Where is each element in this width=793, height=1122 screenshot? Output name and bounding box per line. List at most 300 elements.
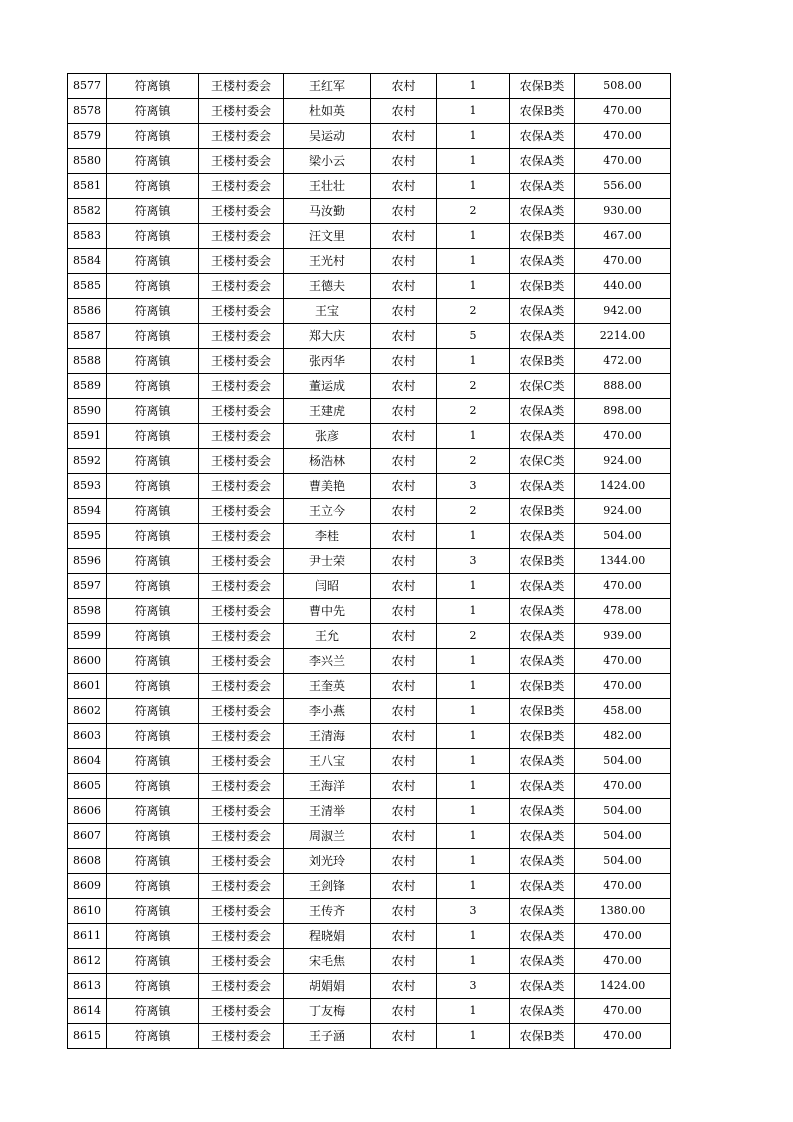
row-id-cell: 8601 [68, 674, 107, 699]
insurance-category-cell: 农保A类 [510, 474, 575, 499]
village-committee-cell: 王楼村委会 [199, 74, 284, 99]
insurance-category-cell: 农保A类 [510, 249, 575, 274]
name-cell: 李小燕 [284, 699, 371, 724]
amount-cell: 504.00 [575, 799, 671, 824]
village-committee-cell: 王楼村委会 [199, 824, 284, 849]
row-id-cell: 8593 [68, 474, 107, 499]
row-id-cell: 8602 [68, 699, 107, 724]
village-committee-cell: 王楼村委会 [199, 174, 284, 199]
town-cell: 符离镇 [107, 74, 199, 99]
town-cell: 符离镇 [107, 874, 199, 899]
household-count-cell: 1 [437, 824, 510, 849]
area-type-cell: 农村 [371, 174, 437, 199]
town-cell: 符离镇 [107, 399, 199, 424]
town-cell: 符离镇 [107, 174, 199, 199]
household-count-cell: 1 [437, 174, 510, 199]
name-cell: 周淑兰 [284, 824, 371, 849]
town-cell: 符离镇 [107, 699, 199, 724]
amount-cell: 924.00 [575, 449, 671, 474]
area-type-cell: 农村 [371, 999, 437, 1024]
name-cell: 郑大庆 [284, 324, 371, 349]
name-cell: 曹中先 [284, 599, 371, 624]
name-cell: 王子涵 [284, 1024, 371, 1049]
table-row [68, 949, 671, 974]
row-id-cell: 8586 [68, 299, 107, 324]
name-cell: 吴运动 [284, 124, 371, 149]
name-cell: 马汝勤 [284, 199, 371, 224]
row-id-cell: 8582 [68, 199, 107, 224]
name-cell: 王奎英 [284, 674, 371, 699]
town-cell: 符离镇 [107, 1024, 199, 1049]
table-row [68, 724, 671, 749]
insurance-category-cell: 农保A类 [510, 524, 575, 549]
household-count-cell: 3 [437, 474, 510, 499]
household-count-cell: 2 [437, 499, 510, 524]
village-committee-cell: 王楼村委会 [199, 524, 284, 549]
town-cell: 符离镇 [107, 824, 199, 849]
row-id-cell: 8583 [68, 224, 107, 249]
household-count-cell: 1 [437, 99, 510, 124]
town-cell: 符离镇 [107, 499, 199, 524]
table-row [68, 924, 671, 949]
amount-cell: 440.00 [575, 274, 671, 299]
row-id-cell: 8599 [68, 624, 107, 649]
town-cell: 符离镇 [107, 124, 199, 149]
household-count-cell: 1 [437, 999, 510, 1024]
town-cell: 符离镇 [107, 199, 199, 224]
table-row [68, 774, 671, 799]
area-type-cell: 农村 [371, 949, 437, 974]
household-count-cell: 1 [437, 574, 510, 599]
household-count-cell: 1 [437, 849, 510, 874]
household-count-cell: 1 [437, 724, 510, 749]
table-row [68, 424, 671, 449]
row-id-cell: 8615 [68, 1024, 107, 1049]
row-id-cell: 8614 [68, 999, 107, 1024]
town-cell: 符离镇 [107, 899, 199, 924]
area-type-cell: 农村 [371, 199, 437, 224]
town-cell: 符离镇 [107, 749, 199, 774]
amount-cell: 1424.00 [575, 474, 671, 499]
town-cell: 符离镇 [107, 799, 199, 824]
amount-cell: 470.00 [575, 149, 671, 174]
table-row [68, 749, 671, 774]
row-id-cell: 8579 [68, 124, 107, 149]
name-cell: 王剑锋 [284, 874, 371, 899]
area-type-cell: 农村 [371, 124, 437, 149]
insurance-category-cell: 农保A类 [510, 624, 575, 649]
name-cell: 王德夫 [284, 274, 371, 299]
insurance-category-cell: 农保B类 [510, 724, 575, 749]
row-id-cell: 8611 [68, 924, 107, 949]
area-type-cell: 农村 [371, 299, 437, 324]
area-type-cell: 农村 [371, 874, 437, 899]
amount-cell: 898.00 [575, 399, 671, 424]
amount-cell: 470.00 [575, 574, 671, 599]
town-cell: 符离镇 [107, 624, 199, 649]
village-committee-cell: 王楼村委会 [199, 899, 284, 924]
row-id-cell: 8610 [68, 899, 107, 924]
village-committee-cell: 王楼村委会 [199, 749, 284, 774]
amount-cell: 470.00 [575, 924, 671, 949]
insurance-category-cell: 农保B类 [510, 549, 575, 574]
town-cell: 符离镇 [107, 674, 199, 699]
village-committee-cell: 王楼村委会 [199, 549, 284, 574]
village-committee-cell: 王楼村委会 [199, 674, 284, 699]
household-count-cell: 2 [437, 449, 510, 474]
village-committee-cell: 王楼村委会 [199, 299, 284, 324]
name-cell: 程晓娟 [284, 924, 371, 949]
amount-cell: 472.00 [575, 349, 671, 374]
row-id-cell: 8590 [68, 399, 107, 424]
row-id-cell: 8613 [68, 974, 107, 999]
table-row [68, 499, 671, 524]
village-committee-cell: 王楼村委会 [199, 199, 284, 224]
row-id-cell: 8588 [68, 349, 107, 374]
household-count-cell: 1 [437, 649, 510, 674]
village-committee-cell: 王楼村委会 [199, 324, 284, 349]
insurance-category-cell: 农保A类 [510, 424, 575, 449]
household-count-cell: 2 [437, 199, 510, 224]
row-id-cell: 8591 [68, 424, 107, 449]
amount-cell: 1380.00 [575, 899, 671, 924]
insurance-category-cell: 农保B类 [510, 74, 575, 99]
data-table [67, 73, 671, 1049]
town-cell: 符离镇 [107, 349, 199, 374]
table-row [68, 999, 671, 1024]
household-count-cell: 1 [437, 124, 510, 149]
village-committee-cell: 王楼村委会 [199, 649, 284, 674]
amount-cell: 2214.00 [575, 324, 671, 349]
insurance-category-cell: 农保A类 [510, 824, 575, 849]
row-id-cell: 8609 [68, 874, 107, 899]
name-cell: 王允 [284, 624, 371, 649]
town-cell: 符离镇 [107, 149, 199, 174]
row-id-cell: 8577 [68, 74, 107, 99]
village-committee-cell: 王楼村委会 [199, 799, 284, 824]
amount-cell: 556.00 [575, 174, 671, 199]
insurance-category-cell: 农保A类 [510, 574, 575, 599]
name-cell: 王八宝 [284, 749, 371, 774]
area-type-cell: 农村 [371, 474, 437, 499]
area-type-cell: 农村 [371, 849, 437, 874]
row-id-cell: 8604 [68, 749, 107, 774]
insurance-category-cell: 农保A类 [510, 149, 575, 174]
village-committee-cell: 王楼村委会 [199, 274, 284, 299]
insurance-category-cell: 农保A类 [510, 974, 575, 999]
town-cell: 符离镇 [107, 299, 199, 324]
name-cell: 闫昭 [284, 574, 371, 599]
village-committee-cell: 王楼村委会 [199, 724, 284, 749]
table-row [68, 149, 671, 174]
name-cell: 李兴兰 [284, 649, 371, 674]
area-type-cell: 农村 [371, 724, 437, 749]
amount-cell: 470.00 [575, 99, 671, 124]
village-committee-cell: 王楼村委会 [199, 574, 284, 599]
table-row [68, 274, 671, 299]
area-type-cell: 农村 [371, 374, 437, 399]
row-id-cell: 8585 [68, 274, 107, 299]
row-id-cell: 8584 [68, 249, 107, 274]
row-id-cell: 8592 [68, 449, 107, 474]
name-cell: 丁友梅 [284, 999, 371, 1024]
insurance-category-cell: 农保B类 [510, 274, 575, 299]
household-count-cell: 1 [437, 524, 510, 549]
name-cell: 李桂 [284, 524, 371, 549]
village-committee-cell: 王楼村委会 [199, 499, 284, 524]
village-committee-cell: 王楼村委会 [199, 624, 284, 649]
table-row [68, 474, 671, 499]
table-row [68, 1024, 671, 1049]
row-id-cell: 8595 [68, 524, 107, 549]
amount-cell: 504.00 [575, 749, 671, 774]
amount-cell: 470.00 [575, 674, 671, 699]
row-id-cell: 8598 [68, 599, 107, 624]
amount-cell: 470.00 [575, 124, 671, 149]
insurance-category-cell: 农保A类 [510, 949, 575, 974]
village-committee-cell: 王楼村委会 [199, 849, 284, 874]
amount-cell: 504.00 [575, 824, 671, 849]
table-row [68, 524, 671, 549]
insurance-category-cell: 农保B类 [510, 1024, 575, 1049]
household-count-cell: 1 [437, 924, 510, 949]
table-row [68, 899, 671, 924]
area-type-cell: 农村 [371, 574, 437, 599]
insurance-category-cell: 农保A类 [510, 599, 575, 624]
area-type-cell: 农村 [371, 424, 437, 449]
insurance-category-cell: 农保B类 [510, 99, 575, 124]
area-type-cell: 农村 [371, 524, 437, 549]
town-cell: 符离镇 [107, 999, 199, 1024]
table-row [68, 649, 671, 674]
insurance-category-cell: 农保A类 [510, 324, 575, 349]
table-row [68, 249, 671, 274]
row-id-cell: 8606 [68, 799, 107, 824]
area-type-cell: 农村 [371, 824, 437, 849]
village-committee-cell: 王楼村委会 [199, 774, 284, 799]
area-type-cell: 农村 [371, 99, 437, 124]
town-cell: 符离镇 [107, 449, 199, 474]
insurance-category-cell: 农保B类 [510, 699, 575, 724]
village-committee-cell: 王楼村委会 [199, 224, 284, 249]
household-count-cell: 1 [437, 749, 510, 774]
insurance-category-cell: 农保A类 [510, 924, 575, 949]
insurance-category-cell: 农保A类 [510, 874, 575, 899]
household-count-cell: 1 [437, 949, 510, 974]
insurance-category-cell: 农保A类 [510, 899, 575, 924]
household-count-cell: 2 [437, 374, 510, 399]
table-row [68, 124, 671, 149]
town-cell: 符离镇 [107, 549, 199, 574]
area-type-cell: 农村 [371, 149, 437, 174]
name-cell: 杜如英 [284, 99, 371, 124]
amount-cell: 924.00 [575, 499, 671, 524]
table-row [68, 699, 671, 724]
household-count-cell: 1 [437, 149, 510, 174]
village-committee-cell: 王楼村委会 [199, 474, 284, 499]
insurance-category-cell: 农保A类 [510, 799, 575, 824]
area-type-cell: 农村 [371, 74, 437, 99]
amount-cell: 939.00 [575, 624, 671, 649]
amount-cell: 470.00 [575, 774, 671, 799]
table-body [68, 74, 671, 1049]
household-count-cell: 1 [437, 674, 510, 699]
table-row [68, 824, 671, 849]
town-cell: 符离镇 [107, 649, 199, 674]
name-cell: 王清举 [284, 799, 371, 824]
village-committee-cell: 王楼村委会 [199, 874, 284, 899]
row-id-cell: 8580 [68, 149, 107, 174]
town-cell: 符离镇 [107, 99, 199, 124]
name-cell: 张丙华 [284, 349, 371, 374]
name-cell: 王宝 [284, 299, 371, 324]
village-committee-cell: 王楼村委会 [199, 99, 284, 124]
area-type-cell: 农村 [371, 974, 437, 999]
area-type-cell: 农村 [371, 449, 437, 474]
table-row [68, 674, 671, 699]
insurance-category-cell: 农保B类 [510, 674, 575, 699]
insurance-category-cell: 农保A类 [510, 199, 575, 224]
insurance-category-cell: 农保B类 [510, 224, 575, 249]
amount-cell: 482.00 [575, 724, 671, 749]
row-id-cell: 8605 [68, 774, 107, 799]
household-count-cell: 2 [437, 299, 510, 324]
town-cell: 符离镇 [107, 949, 199, 974]
table-row [68, 849, 671, 874]
household-count-cell: 1 [437, 349, 510, 374]
name-cell: 王立今 [284, 499, 371, 524]
row-id-cell: 8607 [68, 824, 107, 849]
name-cell: 王清海 [284, 724, 371, 749]
amount-cell: 888.00 [575, 374, 671, 399]
household-count-cell: 1 [437, 274, 510, 299]
amount-cell: 478.00 [575, 599, 671, 624]
table-row [68, 374, 671, 399]
insurance-category-cell: 农保A类 [510, 649, 575, 674]
household-count-cell: 3 [437, 549, 510, 574]
amount-cell: 504.00 [575, 524, 671, 549]
town-cell: 符离镇 [107, 724, 199, 749]
area-type-cell: 农村 [371, 599, 437, 624]
village-committee-cell: 王楼村委会 [199, 124, 284, 149]
amount-cell: 470.00 [575, 999, 671, 1024]
name-cell: 王建虎 [284, 399, 371, 424]
name-cell: 张彦 [284, 424, 371, 449]
insurance-category-cell: 农保A类 [510, 299, 575, 324]
area-type-cell: 农村 [371, 224, 437, 249]
insurance-category-cell: 农保A类 [510, 774, 575, 799]
household-count-cell: 3 [437, 974, 510, 999]
row-id-cell: 8589 [68, 374, 107, 399]
amount-cell: 508.00 [575, 74, 671, 99]
row-id-cell: 8596 [68, 549, 107, 574]
insurance-category-cell: 农保A类 [510, 174, 575, 199]
table-row [68, 799, 671, 824]
area-type-cell: 农村 [371, 399, 437, 424]
village-committee-cell: 王楼村委会 [199, 999, 284, 1024]
village-committee-cell: 王楼村委会 [199, 599, 284, 624]
household-count-cell: 5 [437, 324, 510, 349]
table-row [68, 99, 671, 124]
town-cell: 符离镇 [107, 474, 199, 499]
household-count-cell: 2 [437, 624, 510, 649]
table-row [68, 299, 671, 324]
name-cell: 杨浩林 [284, 449, 371, 474]
name-cell: 曹美艳 [284, 474, 371, 499]
area-type-cell: 农村 [371, 349, 437, 374]
insurance-category-cell: 农保C类 [510, 374, 575, 399]
table-row [68, 599, 671, 624]
household-count-cell: 1 [437, 1024, 510, 1049]
table-row [68, 399, 671, 424]
row-id-cell: 8597 [68, 574, 107, 599]
insurance-category-cell: 农保C类 [510, 449, 575, 474]
amount-cell: 470.00 [575, 649, 671, 674]
village-committee-cell: 王楼村委会 [199, 249, 284, 274]
row-id-cell: 8581 [68, 174, 107, 199]
row-id-cell: 8612 [68, 949, 107, 974]
town-cell: 符离镇 [107, 849, 199, 874]
household-count-cell: 1 [437, 249, 510, 274]
name-cell: 王海洋 [284, 774, 371, 799]
insurance-category-cell: 农保A类 [510, 999, 575, 1024]
amount-cell: 470.00 [575, 424, 671, 449]
area-type-cell: 农村 [371, 249, 437, 274]
name-cell: 汪文里 [284, 224, 371, 249]
town-cell: 符离镇 [107, 574, 199, 599]
area-type-cell: 农村 [371, 499, 437, 524]
table-row [68, 549, 671, 574]
household-count-cell: 3 [437, 899, 510, 924]
insurance-category-cell: 农保A类 [510, 849, 575, 874]
household-count-cell: 1 [437, 224, 510, 249]
area-type-cell: 农村 [371, 549, 437, 574]
town-cell: 符离镇 [107, 599, 199, 624]
name-cell: 宋毛焦 [284, 949, 371, 974]
row-id-cell: 8600 [68, 649, 107, 674]
amount-cell: 470.00 [575, 874, 671, 899]
area-type-cell: 农村 [371, 649, 437, 674]
town-cell: 符离镇 [107, 524, 199, 549]
row-id-cell: 8587 [68, 324, 107, 349]
name-cell: 王光村 [284, 249, 371, 274]
name-cell: 刘光玲 [284, 849, 371, 874]
table-row [68, 874, 671, 899]
name-cell: 王红军 [284, 74, 371, 99]
table-row [68, 74, 671, 99]
amount-cell: 942.00 [575, 299, 671, 324]
village-committee-cell: 王楼村委会 [199, 974, 284, 999]
table-row [68, 324, 671, 349]
row-id-cell: 8603 [68, 724, 107, 749]
town-cell: 符离镇 [107, 774, 199, 799]
area-type-cell: 农村 [371, 624, 437, 649]
area-type-cell: 农村 [371, 749, 437, 774]
row-id-cell: 8594 [68, 499, 107, 524]
village-committee-cell: 王楼村委会 [199, 349, 284, 374]
area-type-cell: 农村 [371, 799, 437, 824]
table-row [68, 574, 671, 599]
row-id-cell: 8578 [68, 99, 107, 124]
table-row [68, 974, 671, 999]
name-cell: 王壮壮 [284, 174, 371, 199]
town-cell: 符离镇 [107, 924, 199, 949]
household-count-cell: 1 [437, 799, 510, 824]
town-cell: 符离镇 [107, 374, 199, 399]
household-count-cell: 1 [437, 774, 510, 799]
name-cell: 尹士荣 [284, 549, 371, 574]
amount-cell: 467.00 [575, 224, 671, 249]
